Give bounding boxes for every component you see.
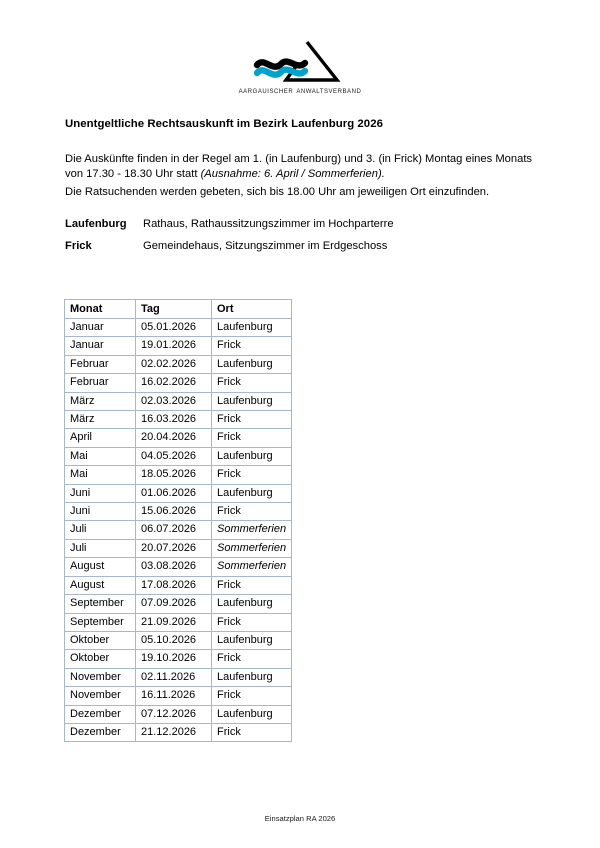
cell-day: 20.04.2026 [136, 429, 212, 447]
cell-day: 03.08.2026 [136, 558, 212, 576]
cell-day: 05.10.2026 [136, 631, 212, 649]
cell-month: März [65, 392, 136, 410]
organization-logo [0, 40, 600, 95]
venue-list [65, 218, 545, 262]
venue-address: Gemeindehaus, Sitzungszimmer im Erdgeschoss [143, 240, 388, 252]
cell-day: 19.01.2026 [136, 337, 212, 355]
schedule-table-head [65, 300, 292, 319]
cell-month: Januar [65, 319, 136, 337]
table-row [65, 668, 292, 686]
table-row [65, 319, 292, 337]
cell-day: 18.05.2026 [136, 466, 212, 484]
table-row [65, 521, 292, 539]
cell-month: August [65, 576, 136, 594]
cell-place: Frick [212, 687, 292, 705]
cell-place: Sommerferien [212, 539, 292, 557]
cell-place: Frick [212, 723, 292, 741]
table-row [65, 447, 292, 465]
cell-place: Laufenburg [212, 447, 292, 465]
cell-month: Juli [65, 521, 136, 539]
venue-name: Frick [65, 240, 92, 252]
cell-place: Laufenburg [212, 392, 292, 410]
cell-day: 01.06.2026 [136, 484, 212, 502]
cell-day: 21.09.2026 [136, 613, 212, 631]
column-header-month: Monat [65, 300, 136, 319]
cell-month: Dezember [65, 705, 136, 723]
page-title: Unentgeltliche Rechtsauskunft im Bezirk Laufenburg 2026 [65, 118, 383, 130]
cell-month: August [65, 558, 136, 576]
cell-place: Laufenburg [212, 631, 292, 649]
table-row [65, 337, 292, 355]
intro-line-3: Die Ratsuchenden werden gebeten, sich bis 18.00 Uhr am jeweiligen Ort einzufinden. [65, 186, 490, 199]
cell-place: Frick [212, 503, 292, 521]
cell-day: 07.09.2026 [136, 595, 212, 613]
cell-month: Juli [65, 539, 136, 557]
cell-day: 19.10.2026 [136, 650, 212, 668]
cell-place: Frick [212, 576, 292, 594]
table-row [65, 705, 292, 723]
cell-place: Frick [212, 337, 292, 355]
intro-line-1: Die Auskünfte finden in der Regel am 1. (in Laufenburg) und 3. (in Frick) Montag eines Monats [65, 153, 533, 165]
cell-month: April [65, 429, 136, 447]
cell-month: Januar [65, 337, 136, 355]
table-row [65, 411, 292, 429]
cell-month: September [65, 613, 136, 631]
table-row [65, 539, 292, 557]
table-row [65, 723, 292, 741]
table-row [65, 466, 292, 484]
cell-day: 02.02.2026 [136, 355, 212, 373]
cell-place: Laufenburg [212, 595, 292, 613]
cell-month: Februar [65, 374, 136, 392]
cell-day: 16.03.2026 [136, 411, 212, 429]
table-row [65, 613, 292, 631]
cell-place: Laufenburg [212, 355, 292, 373]
cell-month: Juni [65, 503, 136, 521]
cell-place: Sommerferien [212, 521, 292, 539]
cell-day: 04.05.2026 [136, 447, 212, 465]
venue-row [65, 240, 545, 252]
cell-month: Oktober [65, 650, 136, 668]
cell-day: 15.06.2026 [136, 503, 212, 521]
cell-place: Frick [212, 466, 292, 484]
intro-paragraph [65, 152, 555, 201]
mountain-wave-logo-icon [245, 40, 355, 84]
cell-place: Laufenburg [212, 705, 292, 723]
cell-place: Laufenburg [212, 319, 292, 337]
venue-name: Laufenburg [65, 218, 127, 230]
cell-day: 02.11.2026 [136, 668, 212, 686]
cell-day: 06.07.2026 [136, 521, 212, 539]
cell-month: November [65, 687, 136, 705]
cell-month: Juni [65, 484, 136, 502]
intro-line-2-prefix: von 17.30 - 18.30 Uhr statt [65, 168, 201, 181]
table-row [65, 355, 292, 373]
cell-month: September [65, 595, 136, 613]
table-row [65, 392, 292, 410]
table-row [65, 576, 292, 594]
cell-place: Laufenburg [212, 668, 292, 686]
page-footer: Einsatzplan RA 2026 [264, 814, 336, 823]
cell-month: Mai [65, 447, 136, 465]
table-row [65, 631, 292, 649]
table-row [65, 503, 292, 521]
column-header-day: Tag [136, 300, 212, 319]
table-row [65, 650, 292, 668]
venue-row [65, 218, 545, 230]
intro-line-2 [65, 167, 555, 182]
table-row [65, 558, 292, 576]
cell-place: Frick [212, 411, 292, 429]
cell-place: Frick [212, 613, 292, 631]
cell-day: 07.12.2026 [136, 705, 212, 723]
cell-place: Frick [212, 429, 292, 447]
cell-month: Februar [65, 355, 136, 373]
cell-month: Oktober [65, 631, 136, 649]
schedule-table-container [64, 299, 292, 742]
table-row [65, 595, 292, 613]
schedule-table-body [65, 319, 292, 742]
cell-month: März [65, 411, 136, 429]
cell-day: 16.02.2026 [136, 374, 212, 392]
table-row [65, 374, 292, 392]
cell-month: November [65, 668, 136, 686]
cell-day: 20.07.2026 [136, 539, 212, 557]
table-header-row [65, 300, 292, 319]
table-row [65, 484, 292, 502]
intro-line-2-exception: (Ausnahme: 6. April / Sommerferien). [200, 168, 385, 181]
cell-place: Frick [212, 374, 292, 392]
cell-day: 05.01.2026 [136, 319, 212, 337]
cell-month: Mai [65, 466, 136, 484]
cell-day: 21.12.2026 [136, 723, 212, 741]
venue-address: Rathaus, Rathaussitzungszimmer im Hochparterre [143, 218, 394, 230]
cell-place: Laufenburg [212, 484, 292, 502]
table-row [65, 687, 292, 705]
cell-place: Sommerferien [212, 558, 292, 576]
cell-day: 02.03.2026 [136, 392, 212, 410]
organization-wordmark: aargauischer anwaltsverband [238, 85, 362, 95]
schedule-table [64, 299, 292, 742]
cell-month: Dezember [65, 723, 136, 741]
table-row [65, 429, 292, 447]
cell-day: 17.08.2026 [136, 576, 212, 594]
cell-day: 16.11.2026 [136, 687, 212, 705]
cell-place: Frick [212, 650, 292, 668]
column-header-place: Ort [212, 300, 292, 319]
